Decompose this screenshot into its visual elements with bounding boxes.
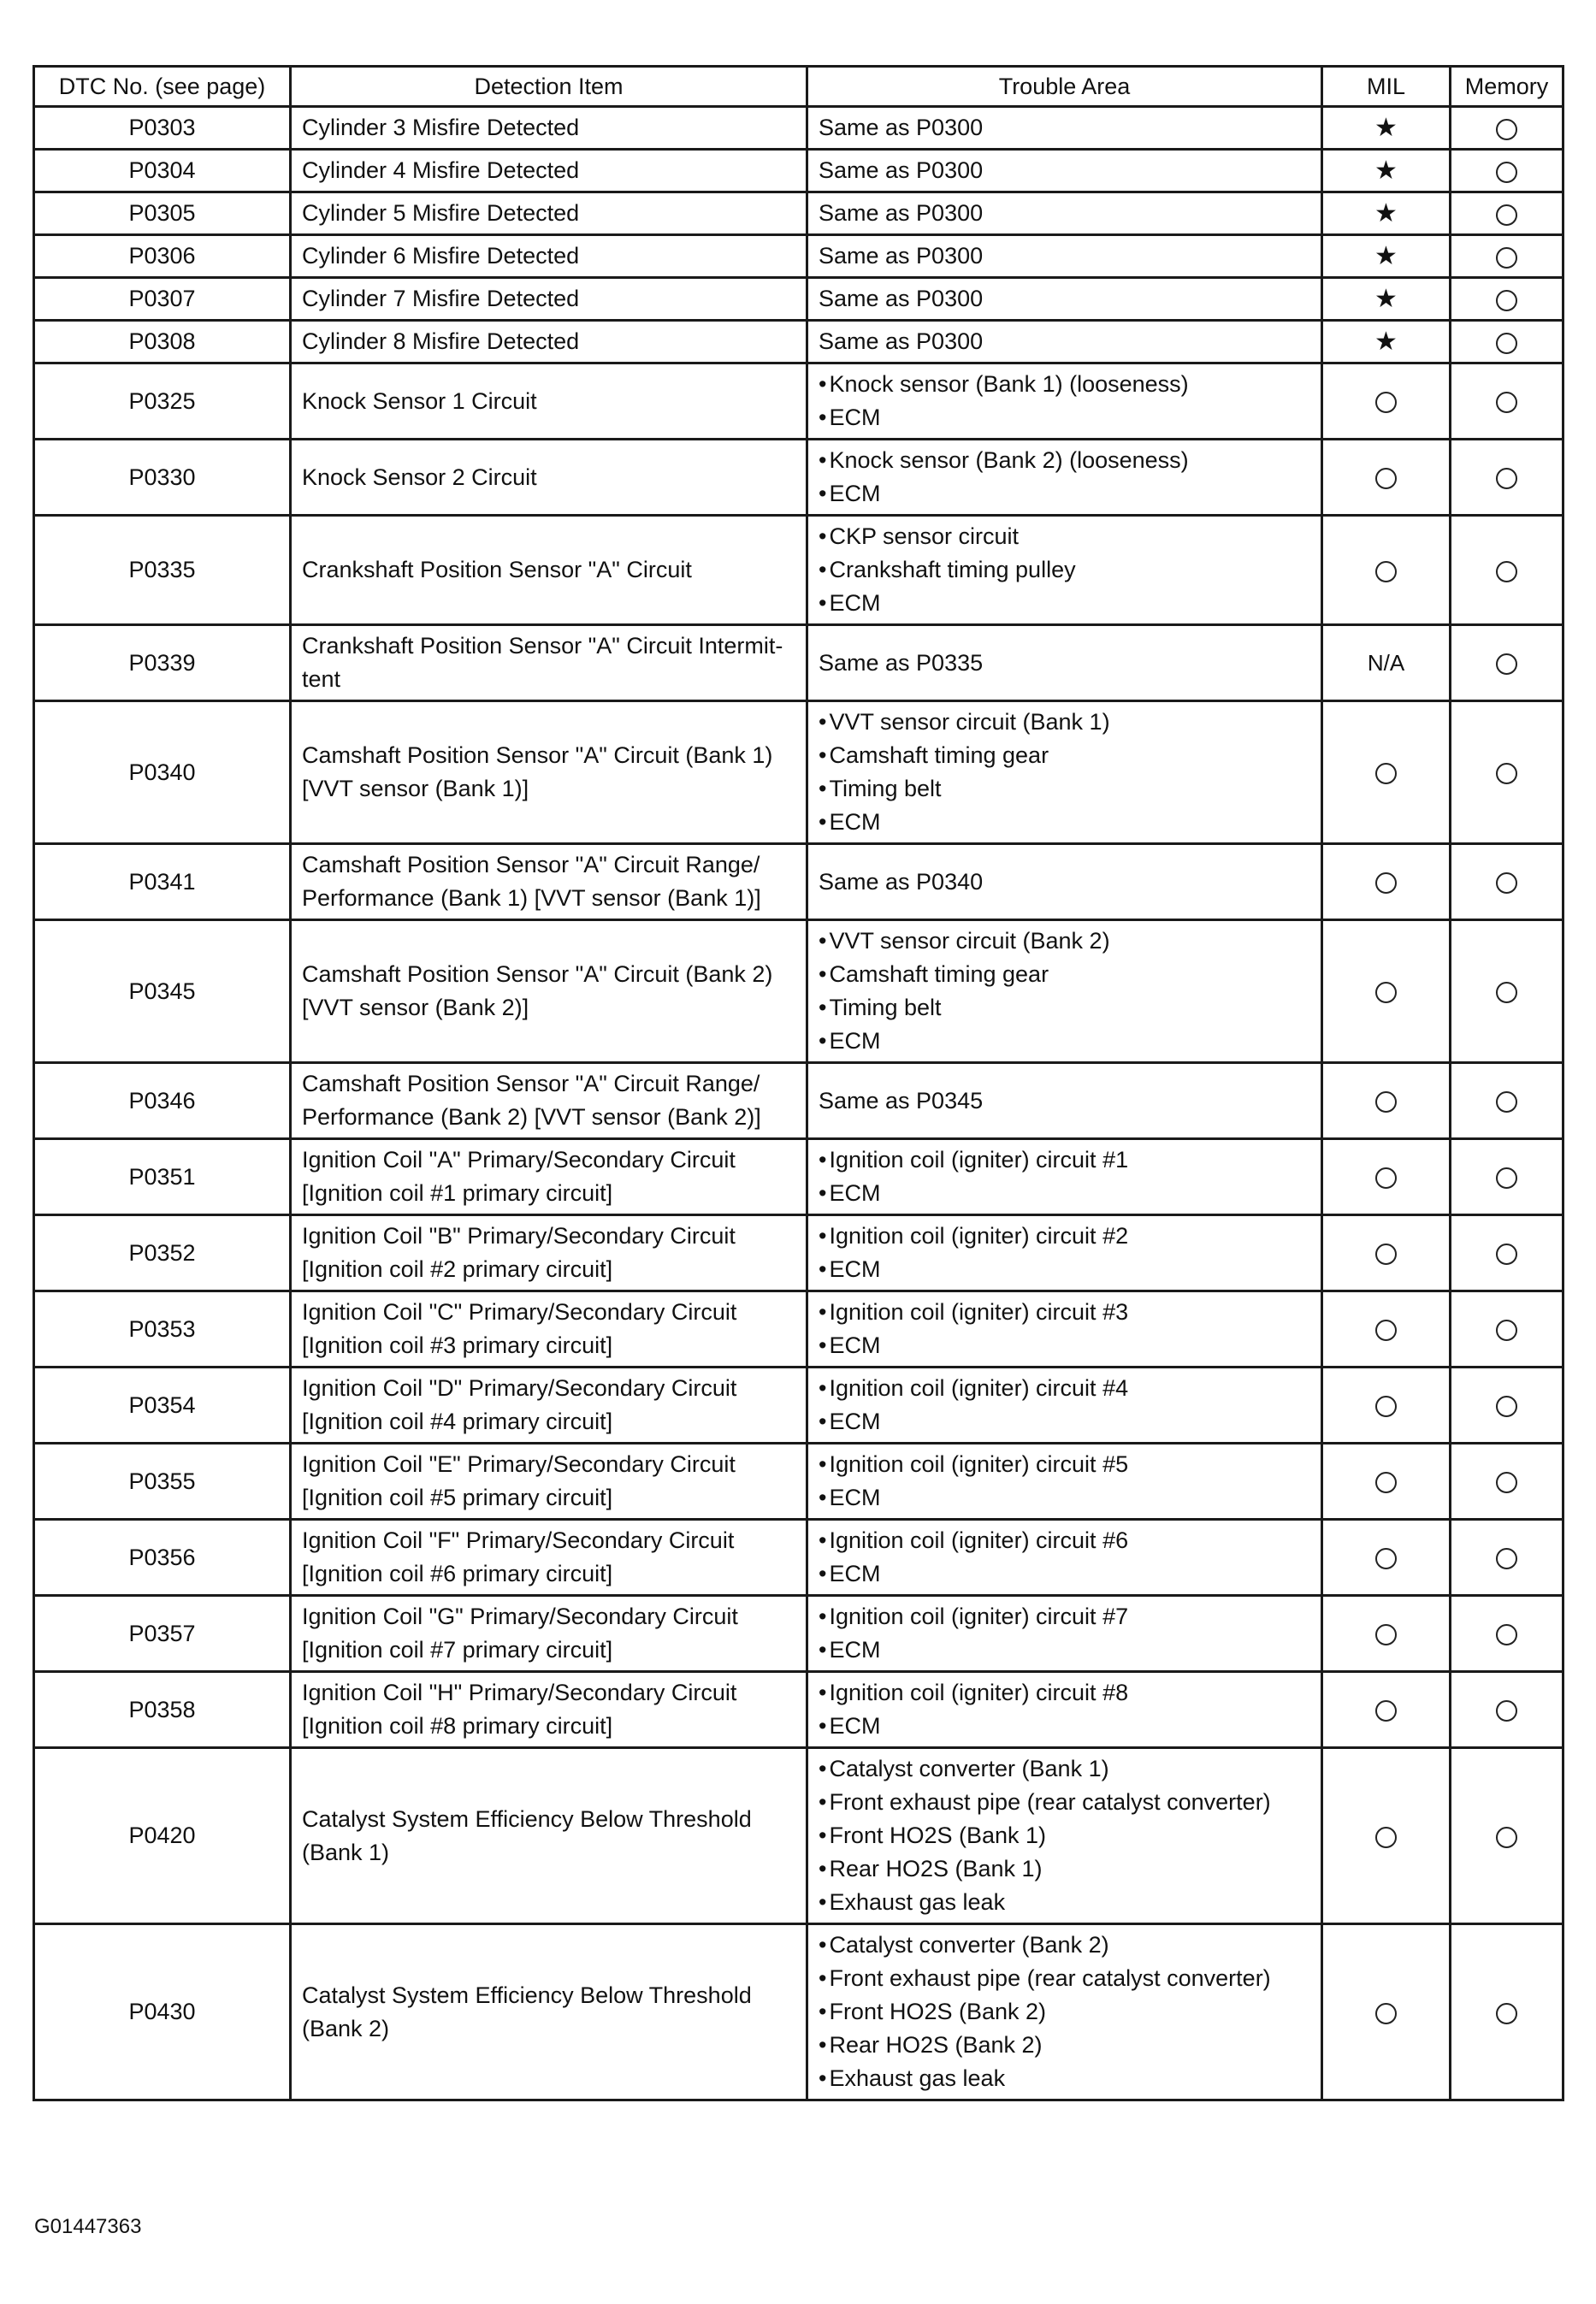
circle-icon	[1496, 1396, 1517, 1417]
mil-indicator	[1322, 844, 1451, 920]
detection-item-line: Performance (Bank 2) [VVT sensor (Bank 2)]	[302, 1104, 761, 1130]
circle-icon	[1496, 1320, 1517, 1341]
circle-icon	[1496, 1244, 1517, 1265]
mil-indicator	[1322, 516, 1451, 625]
detection-item-line: Camshaft Position Sensor "A" Circuit Range/	[302, 1071, 760, 1096]
dtc-code: P0330	[34, 440, 291, 516]
detection-item-line: (Bank 1)	[302, 1839, 390, 1865]
mil-indicator	[1322, 107, 1451, 150]
detection-item	[291, 1924, 807, 2100]
circle-icon	[1496, 982, 1517, 1003]
mil-indicator	[1322, 1748, 1451, 1924]
mil-indicator	[1322, 701, 1451, 844]
dtc-code: P0356	[34, 1520, 291, 1596]
trouble-area-line: • CKP sensor circuit	[819, 520, 1310, 553]
trouble-area	[807, 1924, 1322, 2100]
memory-indicator	[1451, 321, 1563, 363]
circle-icon	[1496, 333, 1517, 354]
memory-indicator	[1451, 1672, 1563, 1748]
circle-icon	[1375, 1167, 1397, 1189]
circle-icon	[1375, 1396, 1397, 1417]
circle-icon	[1375, 1548, 1397, 1569]
mil-indicator	[1322, 150, 1451, 192]
table-row	[34, 1215, 1563, 1291]
detection-item	[291, 1291, 807, 1368]
detection-item	[291, 107, 807, 150]
dtc-code: P0346	[34, 1063, 291, 1139]
detection-item-line: Ignition Coil "E" Primary/Secondary Circuit	[302, 1451, 736, 1477]
dtc-code: P0308	[34, 321, 291, 363]
trouble-area-line: • Camshaft timing gear	[819, 739, 1310, 772]
trouble-area-line: • VVT sensor circuit (Bank 2)	[819, 925, 1310, 958]
detection-item-line: Ignition Coil "D" Primary/Secondary Circuit	[302, 1375, 737, 1401]
trouble-area-line: Same as P0335	[819, 649, 984, 676]
circle-icon	[1496, 1827, 1517, 1848]
detection-item-line: [Ignition coil #7 primary circuit]	[302, 1637, 613, 1663]
circle-icon	[1496, 2003, 1517, 2024]
trouble-area-line: • Catalyst converter (Bank 2)	[819, 1929, 1310, 1962]
dtc-code: P0341	[34, 844, 291, 920]
detection-item	[291, 363, 807, 440]
star-icon: ★	[1374, 242, 1398, 270]
detection-item	[291, 1520, 807, 1596]
figure-id: G01447363	[34, 2215, 142, 2238]
trouble-area-line: • ECM	[819, 1557, 1310, 1591]
table-row	[34, 107, 1563, 150]
star-icon: ★	[1374, 328, 1398, 356]
detection-item-line: [VVT sensor (Bank 1)]	[302, 776, 529, 801]
trouble-area	[807, 150, 1322, 192]
trouble-area-line: • Rear HO2S (Bank 1)	[819, 1852, 1310, 1886]
trouble-area-line: Same as P0300	[819, 115, 984, 140]
star-icon: ★	[1374, 157, 1398, 185]
detection-item	[291, 278, 807, 321]
memory-indicator	[1451, 1924, 1563, 2100]
memory-indicator	[1451, 192, 1563, 235]
trouble-area-line: • Ignition coil (igniter) circuit #1	[819, 1143, 1310, 1177]
trouble-area	[807, 321, 1322, 363]
detection-item	[291, 1672, 807, 1748]
trouble-area-line: • Exhaust gas leak	[819, 1886, 1310, 1919]
trouble-area	[807, 844, 1322, 920]
trouble-area-line: • Rear HO2S (Bank 2)	[819, 2029, 1310, 2062]
memory-indicator	[1451, 107, 1563, 150]
circle-icon	[1375, 468, 1397, 489]
trouble-area-line: Same as P0300	[819, 157, 984, 183]
trouble-area-line: • ECM	[819, 1481, 1310, 1515]
table-row	[34, 1748, 1563, 1924]
circle-icon	[1496, 653, 1517, 675]
trouble-area-line: • Ignition coil (igniter) circuit #7	[819, 1600, 1310, 1633]
mil-indicator	[1322, 363, 1451, 440]
detection-item-line: Cylinder 5 Misfire Detected	[302, 200, 580, 226]
detection-item-line: [Ignition coil #3 primary circuit]	[302, 1332, 613, 1358]
detection-item	[291, 192, 807, 235]
mil-indicator	[1322, 1215, 1451, 1291]
table-row	[34, 844, 1563, 920]
detection-item	[291, 625, 807, 701]
circle-icon	[1496, 1548, 1517, 1569]
mil-indicator	[1322, 1368, 1451, 1444]
circle-icon	[1375, 561, 1397, 582]
table-row	[34, 150, 1563, 192]
memory-indicator	[1451, 844, 1563, 920]
detection-item	[291, 844, 807, 920]
detection-item	[291, 1215, 807, 1291]
circle-icon	[1375, 1827, 1397, 1848]
trouble-area-line: • ECM	[819, 477, 1310, 511]
trouble-area-line: • Front exhaust pipe (rear catalyst converter)	[819, 1786, 1310, 1819]
detection-item	[291, 321, 807, 363]
circle-icon	[1375, 982, 1397, 1003]
trouble-area	[807, 363, 1322, 440]
trouble-area	[807, 1444, 1322, 1520]
mil-indicator	[1322, 321, 1451, 363]
detection-item-line: Crankshaft Position Sensor "A" Circuit Intermit-	[302, 633, 783, 659]
circle-icon	[1496, 392, 1517, 413]
trouble-area-line: • ECM	[819, 401, 1310, 434]
memory-indicator	[1451, 440, 1563, 516]
detection-item	[291, 701, 807, 844]
circle-icon	[1496, 1472, 1517, 1493]
detection-item-line: Cylinder 7 Misfire Detected	[302, 286, 580, 311]
detection-item-line: Crankshaft Position Sensor "A" Circuit	[302, 557, 692, 582]
detection-item-line: Cylinder 3 Misfire Detected	[302, 115, 580, 140]
trouble-area-line: • Timing belt	[819, 772, 1310, 806]
trouble-area	[807, 107, 1322, 150]
detection-item-line: [Ignition coil #1 primary circuit]	[302, 1180, 613, 1206]
trouble-area	[807, 1215, 1322, 1291]
table-row	[34, 235, 1563, 278]
dtc-code: P0420	[34, 1748, 291, 1924]
circle-icon	[1496, 162, 1517, 183]
header-detection-item: Detection Item	[291, 67, 807, 107]
memory-indicator	[1451, 150, 1563, 192]
circle-icon	[1375, 1700, 1397, 1722]
memory-indicator	[1451, 278, 1563, 321]
detection-item-line: [Ignition coil #6 primary circuit]	[302, 1561, 613, 1586]
circle-icon	[1375, 1320, 1397, 1341]
trouble-area-line: • Front HO2S (Bank 2)	[819, 1995, 1310, 2029]
table-body	[34, 107, 1563, 2100]
table-row	[34, 1596, 1563, 1672]
detection-item	[291, 1596, 807, 1672]
circle-icon	[1496, 1700, 1517, 1722]
memory-indicator	[1451, 701, 1563, 844]
trouble-area-line: • ECM	[819, 1025, 1310, 1058]
memory-indicator	[1451, 516, 1563, 625]
table-row	[34, 1139, 1563, 1215]
mil-indicator	[1322, 1672, 1451, 1748]
header-dtc-no: DTC No. (see page)	[34, 67, 291, 107]
trouble-area-line: • Ignition coil (igniter) circuit #5	[819, 1448, 1310, 1481]
dtc-code: P0357	[34, 1596, 291, 1672]
detection-item	[291, 1748, 807, 1924]
trouble-area-line: • Timing belt	[819, 991, 1310, 1025]
memory-indicator	[1451, 1139, 1563, 1215]
memory-indicator	[1451, 1596, 1563, 1672]
trouble-area-line: • VVT sensor circuit (Bank 1)	[819, 706, 1310, 739]
trouble-area-line: • Ignition coil (igniter) circuit #2	[819, 1220, 1310, 1253]
trouble-area	[807, 1368, 1322, 1444]
dtc-table	[33, 65, 1564, 2101]
dtc-code: P0306	[34, 235, 291, 278]
detection-item	[291, 516, 807, 625]
table-row	[34, 192, 1563, 235]
dtc-code: P0351	[34, 1139, 291, 1215]
mil-indicator	[1322, 625, 1451, 701]
trouble-area-line: • ECM	[819, 1253, 1310, 1286]
table-row	[34, 1924, 1563, 2100]
trouble-area-line: • Ignition coil (igniter) circuit #4	[819, 1372, 1310, 1405]
table-header	[34, 67, 1563, 107]
circle-icon	[1375, 1091, 1397, 1113]
detection-item-line: Ignition Coil "H" Primary/Secondary Circuit	[302, 1680, 737, 1705]
detection-item	[291, 235, 807, 278]
trouble-area	[807, 625, 1322, 701]
dtc-code: P0345	[34, 920, 291, 1063]
detection-item-line: Performance (Bank 1) [VVT sensor (Bank 1)]	[302, 885, 761, 911]
circle-icon	[1496, 290, 1517, 311]
dtc-code: P0354	[34, 1368, 291, 1444]
mil-indicator	[1322, 1444, 1451, 1520]
detection-item	[291, 1063, 807, 1139]
detection-item-line: Ignition Coil "C" Primary/Secondary Circuit	[302, 1299, 737, 1325]
mil-indicator	[1322, 920, 1451, 1063]
circle-icon	[1496, 1624, 1517, 1645]
trouble-area-line: • ECM	[819, 1329, 1310, 1362]
trouble-area	[807, 192, 1322, 235]
detection-item-line: tent	[302, 666, 341, 692]
circle-icon	[1496, 1091, 1517, 1113]
circle-icon	[1375, 392, 1397, 413]
table-row	[34, 625, 1563, 701]
detection-item	[291, 150, 807, 192]
trouble-area-line: Same as P0300	[819, 328, 984, 354]
circle-icon	[1496, 561, 1517, 582]
trouble-area-line: • Knock sensor (Bank 1) (looseness)	[819, 368, 1310, 401]
circle-icon	[1496, 872, 1517, 894]
mil-indicator	[1322, 1291, 1451, 1368]
trouble-area-line: Same as P0300	[819, 243, 984, 269]
detection-item-line: [Ignition coil #5 primary circuit]	[302, 1485, 613, 1510]
mil-indicator	[1322, 235, 1451, 278]
memory-indicator	[1451, 1368, 1563, 1444]
circle-icon	[1496, 468, 1517, 489]
circle-icon	[1375, 763, 1397, 784]
star-icon: ★	[1374, 285, 1398, 313]
table-row	[34, 278, 1563, 321]
memory-indicator	[1451, 363, 1563, 440]
memory-indicator	[1451, 1520, 1563, 1596]
mil-indicator	[1322, 278, 1451, 321]
trouble-area-line: • ECM	[819, 1633, 1310, 1667]
detection-item-line: Ignition Coil "B" Primary/Secondary Circuit	[302, 1223, 736, 1249]
trouble-area	[807, 1291, 1322, 1368]
trouble-area	[807, 1672, 1322, 1748]
detection-item-line: Ignition Coil "F" Primary/Secondary Circuit	[302, 1527, 735, 1553]
circle-icon	[1496, 1167, 1517, 1189]
detection-item-line: Cylinder 8 Misfire Detected	[302, 328, 580, 354]
circle-icon	[1375, 872, 1397, 894]
mil-indicator	[1322, 1520, 1451, 1596]
mil-indicator	[1322, 1139, 1451, 1215]
trouble-area-line: • ECM	[819, 587, 1310, 620]
trouble-area-line: Same as P0340	[819, 868, 984, 895]
trouble-area-line: • Knock sensor (Bank 2) (looseness)	[819, 444, 1310, 477]
detection-item-line: [Ignition coil #4 primary circuit]	[302, 1409, 613, 1434]
memory-indicator	[1451, 1215, 1563, 1291]
circle-icon	[1375, 1244, 1397, 1265]
table-row	[34, 516, 1563, 625]
memory-indicator	[1451, 1291, 1563, 1368]
trouble-area	[807, 1520, 1322, 1596]
detection-item-line: Camshaft Position Sensor "A" Circuit Range/	[302, 852, 760, 877]
detection-item-line: [Ignition coil #8 primary circuit]	[302, 1713, 613, 1739]
detection-item	[291, 440, 807, 516]
trouble-area	[807, 278, 1322, 321]
circle-icon	[1496, 247, 1517, 269]
circle-icon	[1375, 2003, 1397, 2024]
dtc-code: P0303	[34, 107, 291, 150]
trouble-area	[807, 1063, 1322, 1139]
mil-indicator	[1322, 440, 1451, 516]
trouble-area-line: • Front exhaust pipe (rear catalyst converter)	[819, 1962, 1310, 1995]
trouble-area-line: • Exhaust gas leak	[819, 2062, 1310, 2095]
detection-item-line: Cylinder 4 Misfire Detected	[302, 157, 580, 183]
circle-icon	[1375, 1472, 1397, 1493]
dtc-code: P0304	[34, 150, 291, 192]
dtc-code: P0305	[34, 192, 291, 235]
detection-item-line: Knock Sensor 1 Circuit	[302, 387, 537, 414]
trouble-area	[807, 235, 1322, 278]
table-row	[34, 1063, 1563, 1139]
trouble-area-line: • Ignition coil (igniter) circuit #3	[819, 1296, 1310, 1329]
mil-indicator	[1322, 192, 1451, 235]
table-row	[34, 440, 1563, 516]
memory-indicator	[1451, 920, 1563, 1063]
mil-indicator	[1322, 1596, 1451, 1672]
detection-item-line: Camshaft Position Sensor "A" Circuit (Bank 1)	[302, 742, 773, 768]
header-mil: MIL	[1322, 67, 1451, 107]
trouble-area-line: • Ignition coil (igniter) circuit #6	[819, 1524, 1310, 1557]
mil-indicator	[1322, 1924, 1451, 2100]
trouble-area	[807, 1748, 1322, 1924]
mil-indicator	[1322, 1063, 1451, 1139]
trouble-area-line: Same as P0300	[819, 286, 984, 311]
dtc-code: P0355	[34, 1444, 291, 1520]
header-trouble-area: Trouble Area	[807, 67, 1322, 107]
trouble-area-line: • Catalyst converter (Bank 1)	[819, 1752, 1310, 1786]
trouble-area	[807, 440, 1322, 516]
circle-icon	[1375, 1624, 1397, 1645]
dtc-code: P0353	[34, 1291, 291, 1368]
trouble-area-line: • ECM	[819, 1710, 1310, 1743]
dtc-code: P0358	[34, 1672, 291, 1748]
dtc-code: P0352	[34, 1215, 291, 1291]
detection-item	[291, 1139, 807, 1215]
detection-item-line: [Ignition coil #2 primary circuit]	[302, 1256, 613, 1282]
header-row	[34, 67, 1563, 107]
memory-indicator	[1451, 235, 1563, 278]
table-row	[34, 1672, 1563, 1748]
memory-indicator	[1451, 1063, 1563, 1139]
trouble-area	[807, 701, 1322, 844]
trouble-area-line: Same as P0300	[819, 200, 984, 226]
trouble-area	[807, 920, 1322, 1063]
table-row	[34, 363, 1563, 440]
detection-item-line: Catalyst System Efficiency Below Threshold	[302, 1805, 752, 1832]
detection-item-line: Catalyst System Efficiency Below Threshold	[302, 1982, 752, 2008]
dtc-code: P0340	[34, 701, 291, 844]
trouble-area-line: Same as P0345	[819, 1087, 984, 1114]
dtc-code: P0339	[34, 625, 291, 701]
table-row	[34, 1291, 1563, 1368]
table-row	[34, 321, 1563, 363]
detection-item-line: Ignition Coil "A" Primary/Secondary Circuit	[302, 1147, 736, 1173]
detection-item	[291, 920, 807, 1063]
detection-item-line: [VVT sensor (Bank 2)]	[302, 995, 529, 1020]
memory-indicator	[1451, 1444, 1563, 1520]
circle-icon	[1496, 119, 1517, 140]
table-row	[34, 920, 1563, 1063]
trouble-area-line: • Ignition coil (igniter) circuit #8	[819, 1676, 1310, 1710]
table-row	[34, 701, 1563, 844]
trouble-area	[807, 1596, 1322, 1672]
trouble-area-line: • Crankshaft timing pulley	[819, 553, 1310, 587]
trouble-area	[807, 1139, 1322, 1215]
table-row	[34, 1368, 1563, 1444]
trouble-area	[807, 516, 1322, 625]
trouble-area-line: • ECM	[819, 1405, 1310, 1439]
header-memory: Memory	[1451, 67, 1563, 107]
trouble-area-line: • ECM	[819, 806, 1310, 839]
dtc-code: P0430	[34, 1924, 291, 2100]
star-icon: ★	[1374, 114, 1398, 142]
detection-item-line: Knock Sensor 2 Circuit	[302, 464, 537, 490]
dtc-code: P0335	[34, 516, 291, 625]
circle-icon	[1496, 204, 1517, 226]
trouble-area-line: • Camshaft timing gear	[819, 958, 1310, 991]
dtc-code: P0307	[34, 278, 291, 321]
detection-item-line: Cylinder 6 Misfire Detected	[302, 243, 580, 269]
na-text: N/A	[1367, 650, 1405, 676]
star-icon: ★	[1374, 199, 1398, 227]
trouble-area-line: • Front HO2S (Bank 1)	[819, 1819, 1310, 1852]
table-row	[34, 1444, 1563, 1520]
detection-item-line: Ignition Coil "G" Primary/Secondary Circuit	[302, 1604, 738, 1629]
trouble-area-line: • ECM	[819, 1177, 1310, 1210]
dtc-code: P0325	[34, 363, 291, 440]
memory-indicator	[1451, 625, 1563, 701]
memory-indicator	[1451, 1748, 1563, 1924]
detection-item-line: (Bank 2)	[302, 2015, 390, 2041]
detection-item	[291, 1444, 807, 1520]
table-row	[34, 1520, 1563, 1596]
circle-icon	[1496, 763, 1517, 784]
detection-item-line: Camshaft Position Sensor "A" Circuit (Bank 2)	[302, 961, 773, 987]
detection-item	[291, 1368, 807, 1444]
